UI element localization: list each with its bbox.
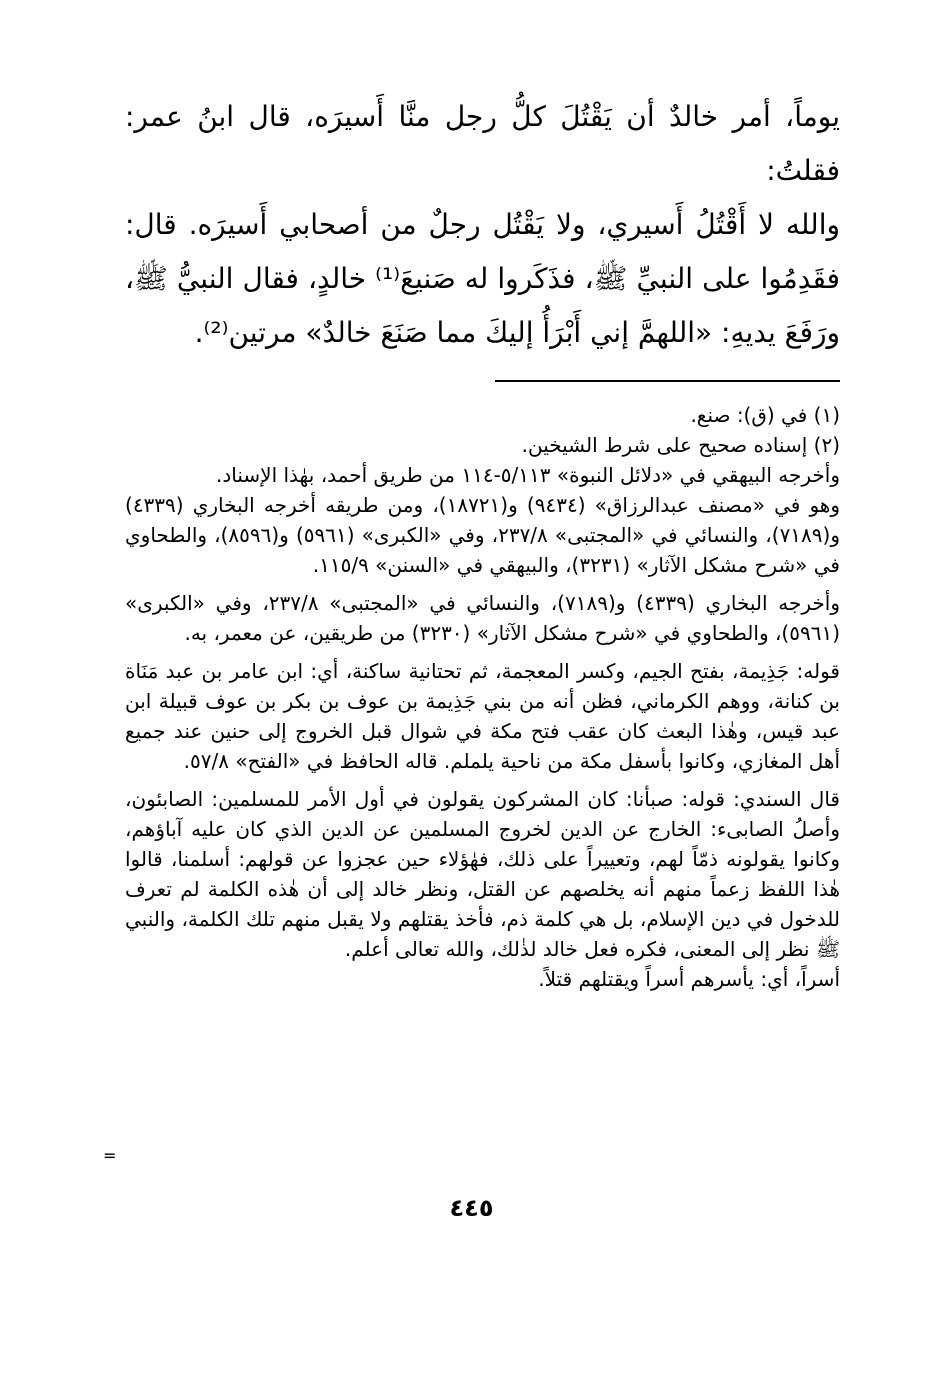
footnote-takhrij-3: وأخرجه البخاري (٤٣٣٩) و(٧١٨٩)، والنسائي في «المجتبى» ٢٣٧/٨، وفي «الكبرى» (٥٩٦١)، والطحاوي في «شرح مشكل الآثار» (٣٢٣٠) من طريقين، عن معمر، به.: [125, 591, 841, 645]
footnote-separator: [495, 380, 840, 382]
footnote-1: (١) في (ق): صنع.: [690, 403, 840, 427]
main-text: [125, 90, 840, 360]
footnote-commentary-jadhima: قوله: جَذِيمة، بفتح الجيم، وكسر المعجمة، ثم تحتانية ساكنة، أي: ابن عامر بن عبد مَنَاة بن كنانة، ووهم الكرماني، فظن أنه من بني جَذِيمة بن عوف بن بكر بن عوف قبيلة ابن عبد قيس، وهٰذا البعث كان عقب فتح مكة في شوال قبل الخروج إلى حنين عند جميع أهل المغازي، وكانوا بأسفل مكة من ناحية يلملم. قاله الحافظ في «الفتح» ٥٧/٨.: [125, 659, 840, 773]
document-page: [125, 90, 840, 994]
footnote-takhrij-1: وأخرجه البيهقي في «دلائل النبوة» ٥/١١٣-١١٤ من طريق أحمد، بهٰذا الإسناد.: [216, 463, 840, 487]
footnote-takhrij-2: وهو في «مصنف عبدالرزاق» (٩٤٣٤) و(١٨٧٢١)، ومن طريقه أخرجه البخاري (٤٣٣٩) و(٧١٨٩)، والنسائي في «المجتبى» ٢٣٧/٨، وفي «الكبرى» (٥٩٦١) و(٨٥٩٦)، والطحاوي في «شرح مشكل الآثار» (٣٢٣١)، والبيهقي في «السنن» ١١٥/٩.: [125, 493, 840, 577]
page-number: ٤٤٥: [449, 1194, 494, 1222]
footnote-commentary-asran: أسراً، أي: يأسرهم أسراً ويقتلهم قتلاً.: [538, 967, 840, 991]
footnote-commentary-sindi: قال السندي: قوله: صبأنا: كان المشركون يقولون في أول الأمر للمسلمين: الصابئون، وأصلُ الصابىء: الخارج عن الدين لخروج المسلمين عن الدين الذي كان عليه آباؤهم، وكانوا يقولونه ذمّاً لهم، وتعييراً على ذلك، فهٰؤلاء حين عجزوا عن قولهم: أسلمنا، قالوا هٰذا اللفظ زعماً منهم أنه يخلصهم عن القتل، ونظر خالد إلى أن هٰذه الكلمة لم تعرف للدخول في دين الإسلام، بل هي كلمة ذم، فأخذ يقتلهم ولا يقبل منهم تلك الكلمة، والنبي ﷺ نظر إلى المعنى، فكره فعل خالد لذٰلك، والله تعالى أعلم.: [125, 787, 840, 961]
continuation-mark: =: [103, 1146, 117, 1165]
footnote-2: (٢) إسناده صحيح على شرط الشيخين.: [521, 433, 840, 457]
main-text-line-2: والله لا أَقْتُلُ أَسيري، ولا يَقْتُل رجلٌ من أصحابي أَسيرَه. قال:: [125, 208, 840, 241]
main-text-line-1: يوماً، أمر خالدٌ أن يَقْتُلَ كلُّ رجل منَّا أَسيرَه، قال ابنُ عمر: فقلتُ:: [125, 100, 840, 187]
footnotes: [125, 400, 840, 994]
main-text-line-4: ورَفَعَ يديهِ: «اللهمَّ إني أَبْرَأُ إليكَ مما صَنَعَ خالدٌ» مرتين⁽²⁾.: [194, 316, 840, 349]
main-text-line-3: فقَدِمُوا على النبيِّ ﷺ، فذَكَروا له صَنيعَ⁽¹⁾ خالدٍ، فقال النبيُّ ﷺ،: [125, 262, 840, 295]
